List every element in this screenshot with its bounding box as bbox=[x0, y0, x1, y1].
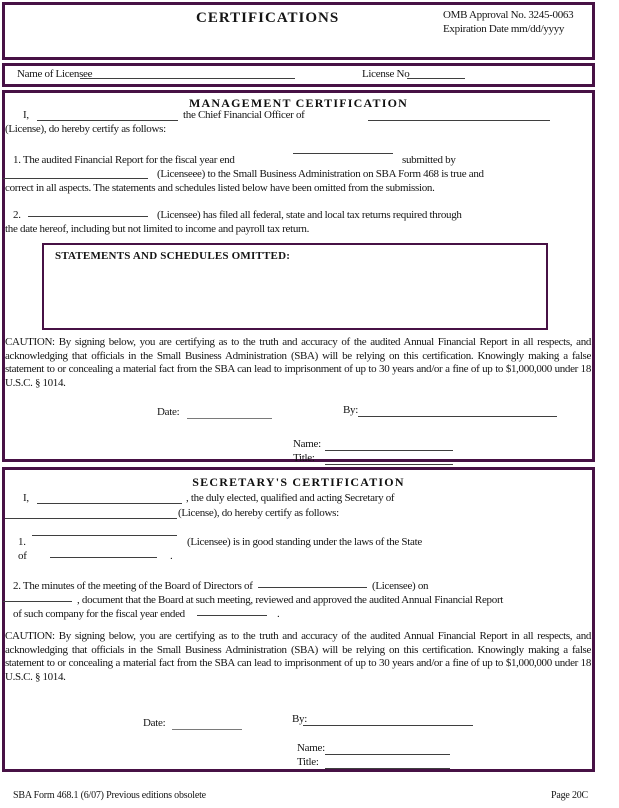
secretary-name-blank-line bbox=[37, 488, 182, 504]
secretary-item2-line2: , document that the Board at such meeting, reviewed and approved the audited Annual Financial Report bbox=[77, 594, 504, 606]
meeting-date-blank-line bbox=[3, 589, 72, 602]
management-intro-i: I, bbox=[23, 109, 29, 121]
secretary-title-label: Title: bbox=[297, 756, 319, 768]
management-date-line bbox=[187, 403, 272, 419]
management-heading: MANAGEMENT CERTIFICATION bbox=[189, 96, 408, 110]
management-title-line bbox=[325, 449, 453, 465]
management-item1-lead: 1. The audited Financial Report for the fiscal year end bbox=[13, 154, 235, 166]
fiscal-year-blank-line bbox=[293, 153, 393, 164]
fiscal-year-ended-blank-line bbox=[197, 603, 267, 616]
secretary-intro-text: , the duly elected, qualified and acting Secretary of bbox=[186, 492, 395, 504]
management-item2-line1: (Licensee) has filed all federal, state and local tax returns required through bbox=[157, 209, 462, 221]
secretary-by-label: By: bbox=[292, 713, 307, 725]
secretary-item1-of: of bbox=[18, 550, 27, 562]
management-name-label: Name: bbox=[293, 438, 321, 450]
state-blank-line bbox=[50, 545, 157, 558]
statements-omitted-title: STATEMENTS AND SCHEDULES OMITTED: bbox=[55, 250, 291, 262]
management-item2-number: 2. bbox=[13, 209, 21, 221]
management-item1-line3: correct in all aspects. The statements and schedules listed below have been omitted from the submission. bbox=[5, 182, 435, 194]
cfo-name-blank-line bbox=[37, 105, 178, 121]
secretary-name-label: Name: bbox=[297, 742, 325, 754]
footer-page-number: Page 20C bbox=[551, 790, 589, 801]
secretary-caution-text: CAUTION: By signing below, you are certifying as to the truth and accuracy of the audited Annual Financial Report in all respects, and acknowledging that officials in the Small Business Administration (SBA) will be relying on this certification. Knowingly making a false statement to or concealing a material fact from the SBA can lead to imprisonment of up to 30 years and/or a fine of up to $1,000,000 under 18 U.S.C. § 1014. bbox=[5, 630, 591, 683]
management-caution-text: CAUTION: By signing below, you are certifying as to the truth and accuracy of the audited Annual Financial Report in all respects, and acknowledging that officials in the Small Business Administration (SBA) will be relying on this certification. Knowingly making a false statement to or concealing a material fact from the SBA can lead to imprisonment of up to 30 years and/or a fine of up to $1,000,000 under 18 U.S.C. § 1014. bbox=[5, 336, 591, 389]
management-date-label: Date: bbox=[157, 406, 180, 418]
omb-approval-text: OMB Approval No. 3245-0063 bbox=[443, 9, 574, 21]
secretary-item2-line3: of such company for the fiscal year ended bbox=[13, 608, 185, 620]
license-no-blank-line bbox=[407, 64, 465, 79]
secretary-date-line bbox=[172, 714, 242, 730]
secretary-heading: SECRETARY'S CERTIFICATION bbox=[192, 475, 405, 489]
page-title: CERTIFICATIONS bbox=[196, 10, 340, 26]
management-title-label: Title: bbox=[293, 452, 315, 464]
secretary-date-label: Date: bbox=[143, 717, 166, 729]
secretary-item2-licensee-on: (Licensee) on bbox=[372, 580, 429, 592]
management-by-line bbox=[358, 401, 557, 417]
license-no-label: License No bbox=[362, 68, 410, 80]
secretary-license-blank-line bbox=[5, 503, 177, 519]
secretary-title-line bbox=[325, 753, 450, 769]
management-license-clause: (License), do hereby certify as follows: bbox=[5, 123, 166, 135]
name-of-licensee-blank-line bbox=[80, 64, 295, 79]
secretary-license-clause: (License), do hereby certify as follows: bbox=[178, 507, 339, 519]
expiration-date-text: Expiration Date mm/dd/yyyy bbox=[443, 23, 565, 35]
licensee-name-blank-line bbox=[368, 105, 550, 121]
board-licensee-blank-line bbox=[258, 575, 367, 588]
secretary-item2-lead: 2. The minutes of the meeting of the Board of Directors of bbox=[13, 580, 253, 592]
secretary-intro-i: I, bbox=[23, 492, 29, 504]
submitted-by-blank-line bbox=[3, 164, 148, 179]
management-intro-officer-text: the Chief Financial Officer of bbox=[183, 109, 305, 121]
management-by-label: By: bbox=[343, 404, 358, 416]
secretary-item2-period: . bbox=[277, 608, 280, 620]
management-item2-line2: the date hereof, including but not limited to income and payroll tax return. bbox=[5, 223, 310, 235]
secretary-item1-number: 1. bbox=[18, 536, 26, 548]
name-of-licensee-label: Name of Licensee bbox=[17, 68, 93, 80]
secretary-by-line bbox=[303, 710, 473, 726]
management-item1-submitted-by: submitted by bbox=[402, 154, 456, 166]
management-item1-line2: (Licenseee) to the Small Business Administration on SBA Form 468 is true and bbox=[157, 168, 484, 180]
footer-form-id: SBA Form 468.1 (6/07) Previous editions obsolete bbox=[13, 790, 206, 801]
secretary-item1-line1: (Licensee) is in good standing under the laws of the State bbox=[187, 536, 422, 548]
licensee-blank-line-2 bbox=[28, 204, 148, 217]
secretary-item1-period: . bbox=[170, 550, 173, 562]
